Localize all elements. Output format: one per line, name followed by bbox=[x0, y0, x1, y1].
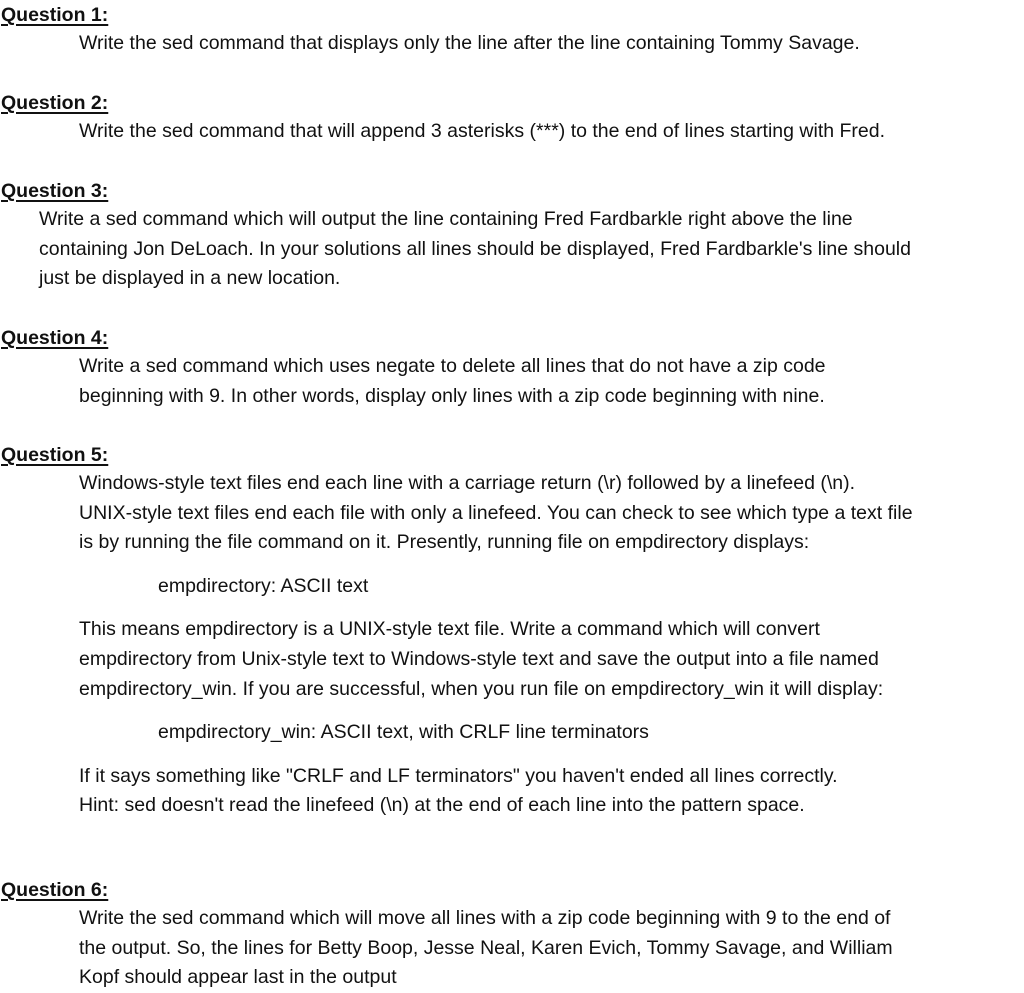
question-6-text bbox=[79, 904, 893, 993]
question-3-line: Write a sed command which will output the line containing Fred Fardbarkle right above the line bbox=[39, 208, 853, 230]
question-1-title: Question 1: bbox=[1, 4, 109, 26]
question-4-title: Question 4: bbox=[1, 327, 109, 349]
question-6-line: the output. So, the lines for Betty Boop, Jesse Neal, Karen Evich, Tommy Savage, and William bbox=[79, 936, 893, 959]
question-6-line: Write the sed command which will move all lines with a zip code beginning with 9 to the end of bbox=[79, 907, 891, 929]
question-4-line: beginning with 9. In other words, display only lines with a zip code beginning with nine. bbox=[79, 384, 825, 407]
question-3-line: containing Jon DeLoach. In your solutions all lines should be displayed, Fred Fardbarkle's line should bbox=[39, 237, 911, 260]
question-5-line: If it says something like "CRLF and LF terminators" you haven't ended all lines correctly. bbox=[79, 764, 838, 787]
question-5-line: empdirectory from Unix-style text to Windows-style text and save the output into a file named bbox=[79, 647, 879, 670]
example-output-2: empdirectory_win: ASCII text, with CRLF line terminators bbox=[158, 721, 649, 744]
question-6-line: Kopf should appear last in the output bbox=[79, 966, 397, 989]
question-5-line: Windows-style text files end each line with a carriage return (\r) followed by a linefeed (\n). bbox=[79, 472, 856, 494]
example-output-1: empdirectory: ASCII text bbox=[158, 574, 369, 597]
question-5-line: empdirectory_win. If you are successful, when you run file on empdirectory_win it will display: bbox=[79, 677, 884, 700]
question-4-text bbox=[79, 352, 826, 411]
question-5-text bbox=[79, 469, 913, 821]
question-1-text bbox=[79, 29, 860, 59]
question-5-line: Hint: sed doesn't read the linefeed (\n) at the end of each line into the pattern space. bbox=[79, 794, 805, 817]
question-2-line: Write the sed command that will append 3 asterisks (***) to the end of lines starting with Fred. bbox=[79, 120, 886, 142]
question-5-line: is by running the file command on it. Presently, running file on empdirectory displays: bbox=[79, 531, 810, 554]
question-5-line: This means empdirectory is a UNIX-style text file. Write a command which will convert bbox=[79, 618, 820, 641]
question-3-line: just be displayed in a new location. bbox=[39, 267, 341, 290]
question-5-title: Question 5: bbox=[1, 444, 109, 466]
question-3-text bbox=[39, 205, 911, 294]
question-1-line: Write the sed command that displays only the line after the line containing Tommy Savage. bbox=[79, 32, 860, 54]
question-6-title: Question 6: bbox=[1, 879, 109, 901]
question-5-line: UNIX-style text files end each file with only a linefeed. You can check to see which type a text file bbox=[79, 501, 913, 524]
question-2-text bbox=[79, 117, 885, 147]
question-2-title: Question 2: bbox=[1, 92, 109, 114]
question-3-title: Question 3: bbox=[1, 180, 109, 202]
question-4-line: Write a sed command which uses negate to delete all lines that do not have a zip code bbox=[79, 355, 826, 377]
